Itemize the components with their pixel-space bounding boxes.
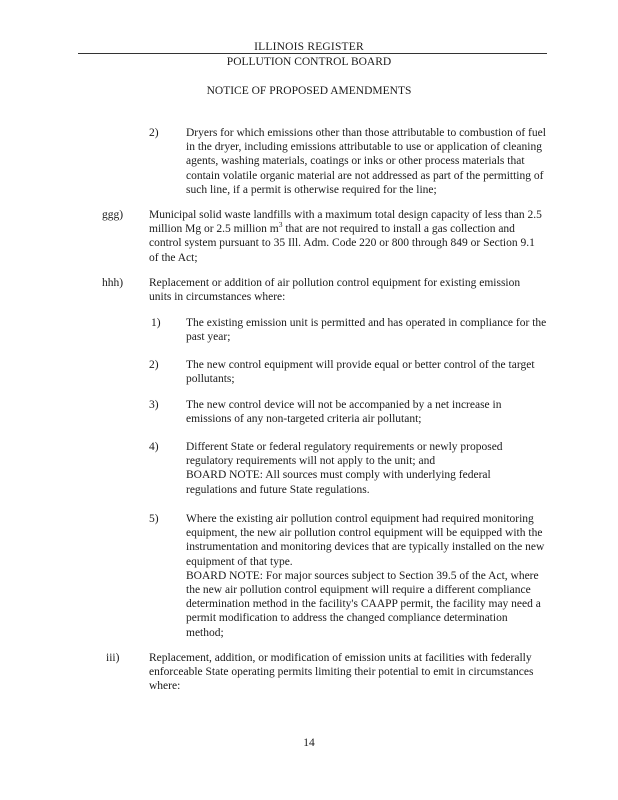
item-text (186, 512, 548, 640)
item-text: Replacement or addition of air pollution control equipment for existing emission units in circumstances where: (149, 277, 521, 304)
superscript: 3 (278, 220, 283, 230)
item-marker: iii) (106, 652, 120, 664)
item-marker: 4) (149, 441, 159, 453)
board-note: BOARD NOTE: All sources must comply with underlying federal regulations and future State regulations. (186, 469, 491, 496)
item-text-part: that are not required to install a gas collection and control system pursuant to 35 Ill. Adm. Code 220 or 800 through 849 or Section 9.1 of the Act; (149, 223, 535, 264)
item-text-main: Different State or federal regulatory requirements or newly proposed regulatory requirements will not apply to the unit; and (186, 441, 503, 468)
item-text: Replacement, addition, or modification of emission units at facilities with federally enforceable State operating permits limiting their potential to emit in circumstances where: (149, 652, 534, 693)
item-text: The existing emission unit is permitted and has operated in compliance for the past year; (186, 317, 547, 344)
item-text: Dryers for which emissions other than those attributable to combustion of fuel in the dryer, including emissions attributable to use or application of cleaning agents, washing materials, coatings or inks or other process materials that contain volatile organic material are not addressed as part of the permitting of such line, if a permit is otherwise required for the line; (186, 127, 546, 196)
board-note: BOARD NOTE: For major sources subject to Section 39.5 of the Act, where the new air pollution control equipment will require a different compliance determination method in the facility's CAAPP permit, the facility may need a permit modification to address the changed compliance determination method; (186, 569, 541, 639)
item-text: The new control equipment will provide equal or better control of the target pollutants; (186, 359, 535, 386)
item-marker: 2) (149, 127, 159, 139)
item-marker: 3) (149, 399, 159, 411)
item-marker: 5) (149, 513, 159, 525)
item-marker: 2) (149, 359, 159, 371)
header-rule (78, 53, 547, 54)
item-marker: ggg) (102, 209, 124, 221)
item-text (149, 208, 545, 265)
item-text (186, 440, 531, 497)
item-text-main: Where the existing air pollution control equipment had required monitoring equipment, the new air pollution control equipment will be equipped with the instrumentation and monitoring devices that are typically installed on the new equipment of that type. (186, 513, 545, 568)
item-marker: hhh) (102, 277, 124, 289)
item-text-part: Municipal solid waste landfills with a maximum total design capacity of less than 2.5 million Mg or 2.5 million m (149, 209, 542, 236)
item-marker: 1) (151, 317, 161, 329)
page-number: 14 (303, 737, 315, 749)
notice-heading: NOTICE OF PROPOSED AMENDMENTS (206, 85, 412, 97)
item-text: The new control device will not be accompanied by a net increase in emissions of any non-targeted criteria air pollutant; (186, 399, 502, 426)
register-title: ILLINOIS REGISTER (254, 41, 364, 53)
board-name: POLLUTION CONTROL BOARD (226, 56, 392, 68)
